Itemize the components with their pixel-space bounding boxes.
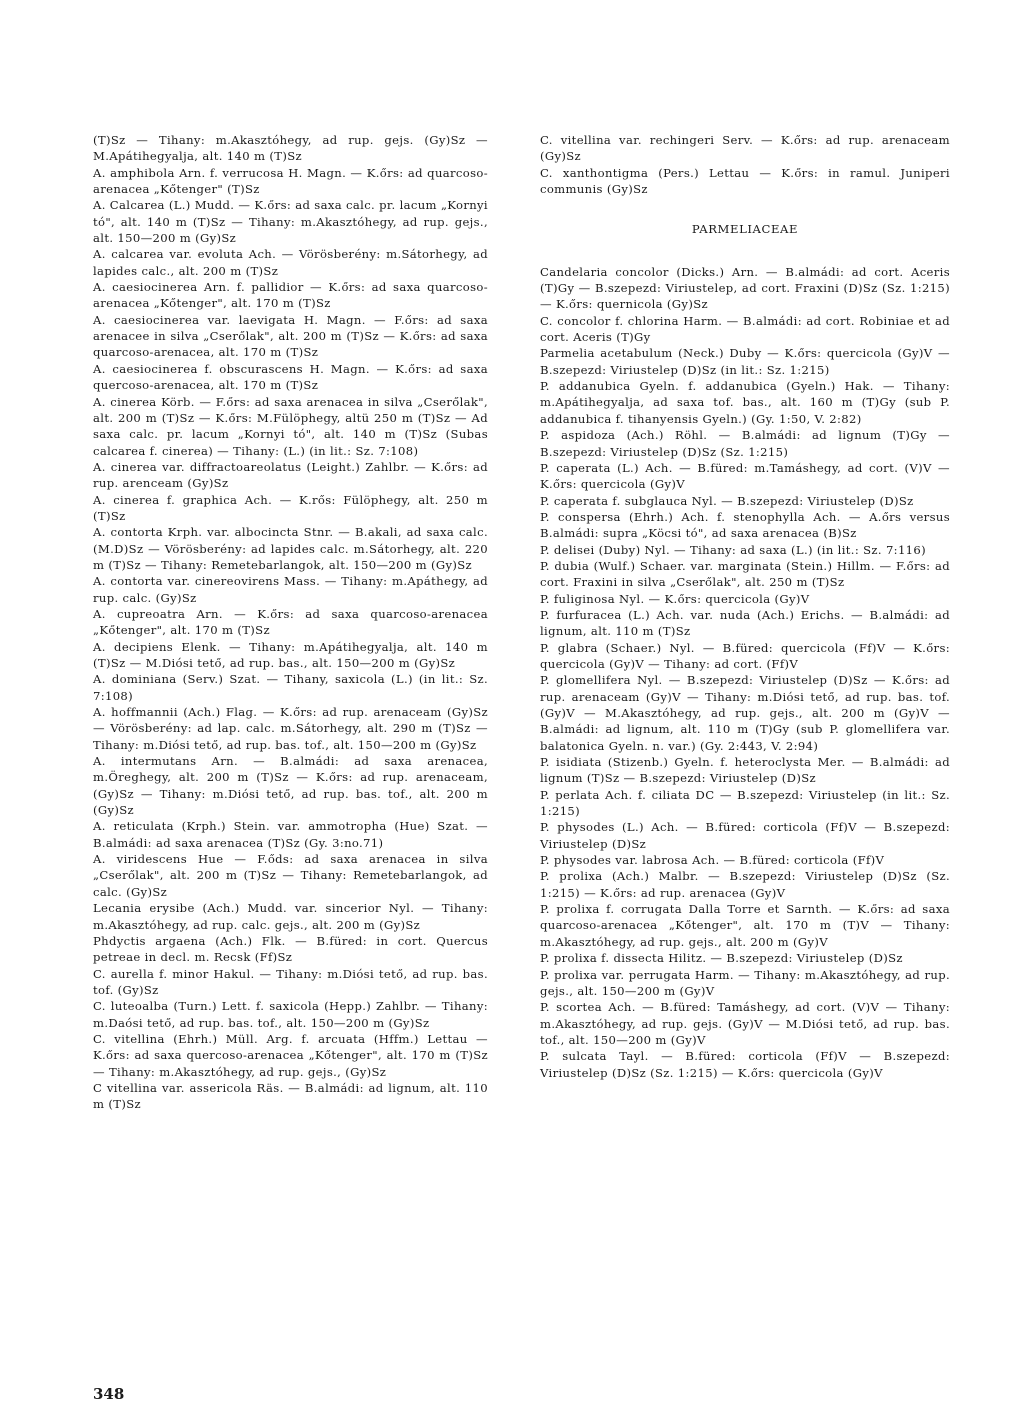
entry: A. intermutans Arn. — B.almádi: ad saxa arenacea, m.Öreghegy, alt. 200 m (T)Sz — K.őrs: ad rup. arenaceam, (Gy)Sz — Tihany: m.Diósi tető, ad rup. bas. tof., alt. 200 m (Gy)Sz	[93, 754, 488, 818]
entry: C. concolor f. chlorina Harm. — B.almádi: ad cort. Robiniae et ad cort. Aceris (T)Gy	[540, 313, 950, 345]
entry: P. caperata f. subglauca Nyl. — B.szepezd: Viriustelep (D)Sz	[540, 493, 914, 508]
entry: Candelaria concolor (Dicks.) Arn. — B.almádi: ad cort. Aceris (T)Gy — B.szepezd: Viriustelep, ad cort. Fraxini (D)Sz (Sz. 1:215) — K.őrs: quernicola (Gy)Sz	[540, 264, 950, 312]
entry: A. contorta Krph. var. albocincta Stnr. — B.akali, ad saxa calc. (M.D)Sz — Vörösberény: ad lapides calc. m.Sátorhegy, alt. 220 m (T)Sz — Tihany: Remetebarlangok, alt. 150—200 m (Gy)Sz	[93, 525, 488, 572]
entry: P. prolixa var. perrugata Harm. — Tihany: m.Akasztóhegy, ad rup. gejs., alt. 150—200 m (Gy)V	[540, 967, 950, 998]
entry: P. prolixa f. dissecta Hilitz. — B.szepezd: Viriustelep (D)Sz	[540, 951, 903, 966]
page-number: 348	[93, 1385, 125, 1403]
right-column-top	[540, 132, 950, 197]
entry: Parmelia acetabulum (Neck.) Duby — K.őrs: quercicola (Gy)V — B.szepezd: Viriustelep (D)Sz (in lit.: Sz. 1:215)	[540, 346, 950, 377]
entry: A. caesiocinerea f. obscurascens H. Magn. — K.őrs: ad saxa quercoso-arenacea, alt. 170 m (T)Sz	[93, 361, 488, 393]
entry: C. aurella f. minor Hakul. — Tihany: m.Diósi tető, ad rup. bas. tof. (Gy)Sz	[93, 966, 488, 997]
entry: C. vitellina (Ehrh.) Müll. Arg. f. arcuata (Hffm.) Lettau — K.őrs: ad saxa quercoso-arenacea „Kőtenger", alt. 170 m (T)Sz — Tihany: m.Akasztóhegy, ad rup. gejs., (Gy)Sz	[93, 1031, 488, 1079]
entry: P. furfuracea (L.) Ach. var. nuda (Ach.) Erichs. — B.almádi: ad lignum, alt. 110 m (T)Sz	[540, 607, 950, 639]
entry: P. caperata (L.) Ach. — B.füred: m.Tamáshegy, ad cort. (V)V — K.őrs: quercicola (Gy)V	[540, 460, 950, 492]
section-title: PARMELIACEAE	[691, 222, 799, 237]
entry: A. dominiana (Serv.) Szat. — Tihany, saxicola (L.) (in lit.: Sz. 7:108)	[93, 672, 488, 703]
entry: A. decipiens Elenk. — Tihany: m.Apátihegyalja, alt. 140 m (T)Sz — M.Diósi tető, ad rup. bas., alt. 150—200 m (Gy)Sz	[93, 639, 488, 670]
entry: P. glabra (Schaer.) Nyl. — B.füred: quercicola (Ff)V — K.őrs: quercicola (Gy)V — Tihany: ad cort. (Ff)V	[540, 640, 950, 671]
entry: C. luteoalba (Turn.) Lett. f. saxicola (Hepp.) Zahlbr. — Tihany: m.Daósi tető, ad rup. bas. tof., alt. 150—200 m (Gy)Sz	[93, 999, 488, 1030]
entry: P. fuliginosa Nyl. — K.őrs: quercicola (Gy)V	[540, 591, 810, 606]
entry: A. caesiocinerea Arn. f. pallidior — K.őrs: ad saxa quarcoso-arenacea „Kőtenger", alt. 170 m (T)Sz	[93, 280, 488, 311]
entry: P. prolixa f. corrugata Dalla Torre et Sarnth. — K.őrs: ad saxa quarcoso-arenacea „Kőtenger", alt. 170 m (T)V — Tihany: m.Akasztóhegy, ad rup. gejs., alt. 200 m (Gy)V	[540, 902, 950, 949]
entry: P. addanubica Gyeln. f. addanubica (Gyeln.) Hak. — Tihany: m.Apátihegyalja, ad saxa tof. bas., alt. 160 m (T)Gy (sub P. addanubica f. tihanyensis Gyeln.) (Gy. 1:50, V. 2:82)	[540, 379, 950, 426]
entry: A. cinerea var. diffractoareolatus (Leight.) Zahlbr. — K.őrs: ad rup. arenceam (Gy)Sz	[93, 459, 488, 491]
entry: (T)Sz — Tihany: m.Akasztóhegy, ad rup. gejs. (Gy)Sz — M.Apátihegyalja, alt. 140 m (T)Sz	[93, 133, 488, 164]
entry: P. aspidoza (Ach.) Röhl. — B.almádi: ad lignum (T)Gy — B.szepezd: Viriustelep (D)Sz (Sz. 1:215)	[540, 428, 950, 459]
entry: A. cinerea f. graphica Ach. — K.rős: Fülöphegy, alt. 250 m (T)Sz	[93, 492, 488, 523]
entry: P. delisei (Duby) Nyl. — Tihany: ad saxa (L.) (in lit.: Sz. 7:116)	[540, 542, 926, 557]
entry: P. conspersa (Ehrh.) Ach. f. stenophylla Ach. — A.őrs versus B.almádi: supra „Köcsi tó", ad saxa arenacea (B)Sz	[540, 509, 950, 541]
entry: C vitellina var. assericola Räs. — B.almádi: ad lignum, alt. 110 m (T)Sz	[93, 1080, 488, 1112]
entry: A. cinerea Körb. — F.őrs: ad saxa arenacea in silva „Cserőlak", alt. 200 m (T)Sz — K.őrs: M.Fülöphegy, altü 250 m (T)Sz — Ad saxa calc. pr. lacum „Kornyi tó", alt. 140 m (T)Sz (Subas calcarea f. cinerea) — Tihany: (L.) (in lit.: Sz. 7:108)	[93, 394, 488, 458]
entry: A. caesiocinerea var. laevigata H. Magn. — F.őrs: ad saxa arenacee in silva „Cserőlak", alt. 200 m (T)Sz — K.őrs: ad saxa quarcoso-arenacea, alt. 170 m (T)Sz	[93, 312, 488, 360]
entry: P. isidiata (Stizenb.) Gyeln. f. heteroclysta Mer. — B.almádi: ad lignum (T)Sz — B.szepezd: Viriustelep (D)Sz	[540, 755, 950, 786]
entry: P. prolixa (Ach.) Malbr. — B.szepezd: Viriustelep (D)Sz (Sz. 1:215) — K.őrs: ad rup. arenacea (Gy)V	[540, 869, 950, 900]
entry: P. sulcata Tayl. — B.füred: corticola (Ff)V — B.szepezd: Viriustelep (D)Sz (Sz. 1:215) — K.őrs: quercicola (Gy)V	[540, 1049, 950, 1080]
entry: C. xanthontigma (Pers.) Lettau — K.őrs: in ramul. Juniperi communis (Gy)Sz	[540, 165, 950, 197]
left-column	[93, 132, 488, 1113]
entry: P. perlata Ach. f. ciliata DC — B.szepezd: Viriustelep (in lit.: Sz. 1:215)	[540, 787, 950, 819]
entry: Phdyctis argaena (Ach.) Flk. — B.füred: in cort. Quercus petreae in decl. m. Recsk (Ff)Sz	[93, 933, 488, 965]
entry: C. vitellina var. rechingeri Serv. — K.őrs: ad rup. arenaceam (Gy)Sz	[540, 133, 950, 164]
entry: A. viridescens Hue — F.őds: ad saxa arenacea in silva „Cserőlak", alt. 200 m (T)Sz — Tihany: Remetebarlangok, ad calc. (Gy)Sz	[93, 852, 488, 899]
entry: A. reticulata (Krph.) Stein. var. ammotropha (Hue) Szat. — B.almádi: ad saxa arenacea (T)Sz (Gy. 3:no.71)	[93, 819, 488, 850]
entry: P. physodes var. labrosa Ach. — B.füred: corticola (Ff)V	[540, 853, 885, 868]
right-column	[540, 132, 950, 1081]
entry: P. dubia (Wulf.) Schaer. var. marginata (Stein.) Hillm. — F.őrs: ad cort. Fraxini in silva „Cserőlak", alt. 250 m (T)Sz	[540, 558, 950, 590]
entry: A. cupreoatra Arn. — K.őrs: ad saxa quarcoso-arenacea „Kőtenger", alt. 170 m (T)Sz	[93, 606, 488, 638]
entry: A. calcarea var. evoluta Ach. — Vörösberény: m.Sátorhegy, ad lapides calc., alt. 200 m (T)Sz	[93, 247, 488, 278]
entry: A. amphibola Arn. f. verrucosa H. Magn. — K.őrs: ad quarcoso-arenacea „Kőtenger" (T)Sz	[93, 165, 488, 197]
entry: P. scortea Ach. — B.füred: Tamáshegy, ad cort. (V)V — Tihany: m.Akasztóhegy, ad rup. gejs. (Gy)V — M.Diósi tető, ad rup. bas. tof., alt. 150—200 m (Gy)V	[540, 1000, 950, 1047]
entry: A. hoffmannii (Ach.) Flag. — K.őrs: ad rup. arenaceam (Gy)Sz — Vörösberény: ad lap. calc. m.Sátorhegy, alt. 290 m (T)Sz — Tihany: m.Diósi tető, ad rup. bas. tof., alt. 150—200 m (Gy)Sz	[93, 705, 488, 752]
entry: P. physodes (L.) Ach. — B.füred: corticola (Ff)V — B.szepezd: Viriustelep (D)Sz	[540, 820, 950, 851]
entry: P. glomellifera Nyl. — B.szepezd: Viriustelep (D)Sz — K.őrs: ad rup. arenaceam (Gy)V — Tihany: m.Diósi tető, ad rup. bas. tof. (Gy)V — M.Akasztóhegy, ad rup. gejs., alt. 200 m (Gy)V — B.almádi: ad lignum, alt. 110 m (T)Gy (sub P. glomellifera var. balatonica Gyeln. n. var.) (Gy. 2:443, V. 2:94)	[540, 673, 950, 753]
entry: A. Calcarea (L.) Mudd. — K.őrs: ad saxa calc. pr. lacum „Kornyi tó", alt. 140 m (T)Sz — Tihany: m.Akasztóhegy, ad rup. gejs., alt. 150—200 m (Gy)Sz	[93, 198, 488, 246]
right-column-bottom	[540, 264, 950, 1081]
entry: Lecania erysibe (Ach.) Mudd. var. sincerior Nyl. — Tihany: m.Akasztóhegy, ad rup. calc. gejs., alt. 200 m (Gy)Sz	[93, 901, 488, 932]
entry: A. contorta var. cinereovirens Mass. — Tihany: m.Apáthegy, ad rup. calc. (Gy)Sz	[93, 574, 488, 605]
